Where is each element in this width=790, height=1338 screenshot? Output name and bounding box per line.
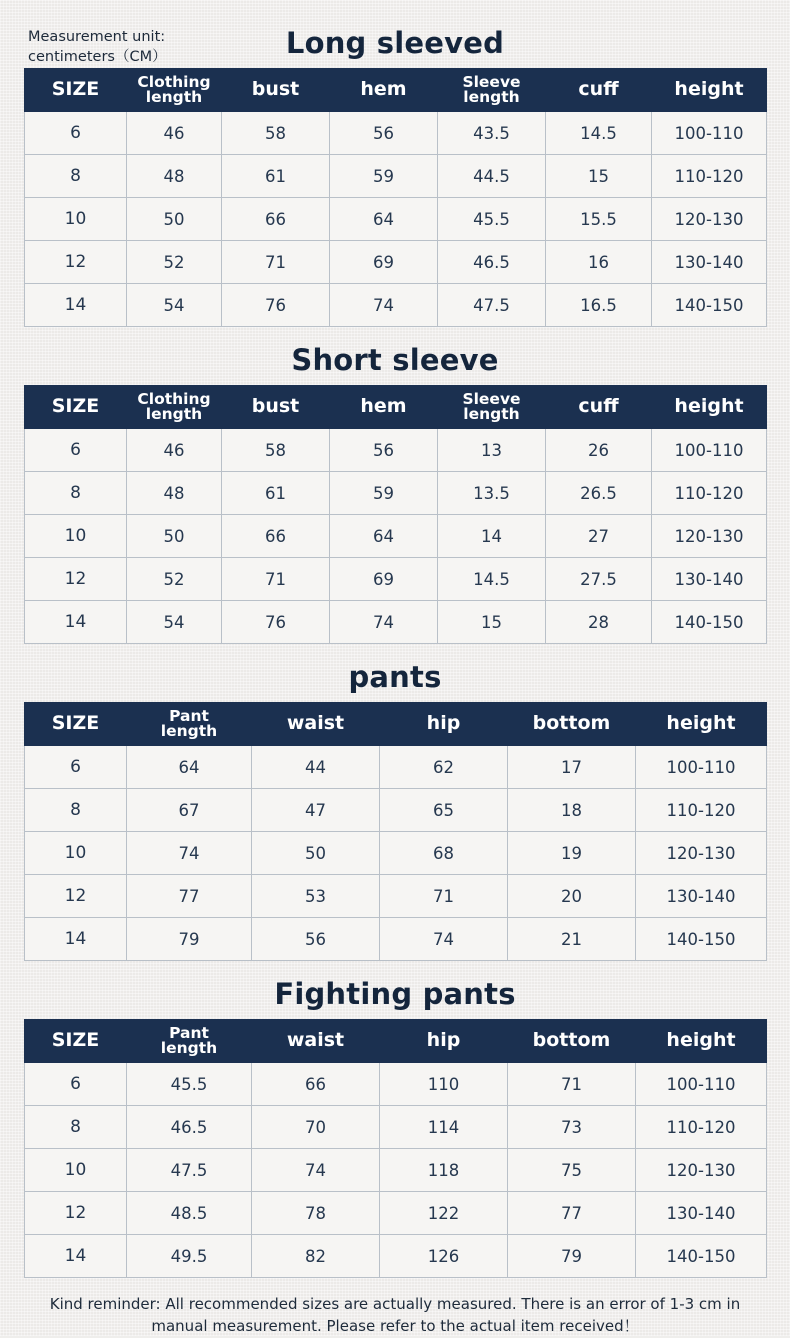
cell-sleeve-length: 46.5: [438, 241, 546, 284]
measurement-unit-note: Measurement unit: centimeters（CM）: [28, 29, 167, 65]
cell-height: 120-130: [652, 198, 767, 241]
cell-hem: 74: [330, 284, 438, 327]
cell-hem: 59: [330, 155, 438, 198]
table-header-row: [25, 703, 767, 746]
col-header-cuff: cuff: [546, 386, 652, 429]
cell-hem: 56: [330, 429, 438, 472]
cell-cuff: 16.5: [546, 284, 652, 327]
cell-pant-length: 45.5: [127, 1063, 252, 1106]
cell-size: 8: [25, 155, 127, 198]
table-row: [25, 832, 767, 875]
cell-clothing-length: 46: [127, 429, 222, 472]
cell-bust: 76: [222, 601, 330, 644]
cell-size: 14: [25, 601, 127, 644]
cell-hem: 69: [330, 558, 438, 601]
cell-waist: 50: [252, 832, 380, 875]
table-header-row: [25, 386, 767, 429]
cell-bust: 58: [222, 112, 330, 155]
cell-waist: 70: [252, 1106, 380, 1149]
table-row: [25, 1106, 767, 1149]
col-header-waist: waist: [252, 703, 380, 746]
footer-reminder-note: Kind reminder: All recommended sizes are actually measured. There is an error of 1-3 cm in manual measurement. Please refer to the actual item received！: [49, 1295, 741, 1335]
cell-hip: 65: [380, 789, 508, 832]
cell-bust: 61: [222, 155, 330, 198]
cell-hip: 114: [380, 1106, 508, 1149]
table-row: [25, 1063, 767, 1106]
cell-height: 120-130: [636, 1149, 767, 1192]
cell-waist: 82: [252, 1235, 380, 1278]
cell-hip: 68: [380, 832, 508, 875]
cell-hem: 56: [330, 112, 438, 155]
cell-cuff: 26: [546, 429, 652, 472]
cell-height: 130-140: [636, 1192, 767, 1235]
cell-height: 110-120: [636, 1106, 767, 1149]
cell-cuff: 27.5: [546, 558, 652, 601]
table-row: [25, 241, 767, 284]
size-table-pants: [24, 702, 767, 961]
cell-waist: 53: [252, 875, 380, 918]
section-title-pants: pants: [348, 660, 442, 694]
cell-height: 140-150: [652, 284, 767, 327]
cell-height: 130-140: [652, 558, 767, 601]
cell-pant-length: 64: [127, 746, 252, 789]
cell-size: 14: [25, 918, 127, 961]
cell-clothing-length: 48: [127, 472, 222, 515]
cell-clothing-length: 54: [127, 601, 222, 644]
col-header-bust: bust: [222, 69, 330, 112]
cell-size: 14: [25, 1235, 127, 1278]
cell-bust: 58: [222, 429, 330, 472]
cell-sleeve-length: 14: [438, 515, 546, 558]
cell-hip: 62: [380, 746, 508, 789]
cell-waist: 56: [252, 918, 380, 961]
col-header-size: SIZE: [25, 69, 127, 112]
cell-pant-length: 46.5: [127, 1106, 252, 1149]
col-header-hip: hip: [380, 1020, 508, 1063]
cell-pant-length: 67: [127, 789, 252, 832]
cell-bottom: 20: [508, 875, 636, 918]
cell-height: 110-120: [652, 472, 767, 515]
cell-hem: 64: [330, 515, 438, 558]
cell-size: 10: [25, 515, 127, 558]
cell-bottom: 19: [508, 832, 636, 875]
cell-height: 110-120: [636, 789, 767, 832]
cell-clothing-length: 52: [127, 558, 222, 601]
cell-hem: 74: [330, 601, 438, 644]
table-row: [25, 198, 767, 241]
cell-waist: 47: [252, 789, 380, 832]
size-table-fighting-pants: [24, 1019, 767, 1278]
table-row: [25, 746, 767, 789]
cell-height: 140-150: [636, 918, 767, 961]
table-row: [25, 1235, 767, 1278]
table-row: [25, 1149, 767, 1192]
size-table-short-sleeve: [24, 385, 767, 644]
cell-clothing-length: 52: [127, 241, 222, 284]
table-row: [25, 875, 767, 918]
cell-hip: 126: [380, 1235, 508, 1278]
table-row: [25, 112, 767, 155]
cell-bust: 66: [222, 515, 330, 558]
cell-pant-length: 77: [127, 875, 252, 918]
col-header-hip: hip: [380, 703, 508, 746]
col-header-sleeve-length: Sleeve length: [438, 69, 546, 112]
cell-size: 6: [25, 112, 127, 155]
col-header-bottom: bottom: [508, 703, 636, 746]
cell-height: 100-110: [652, 429, 767, 472]
cell-size: 8: [25, 1106, 127, 1149]
cell-pant-length: 79: [127, 918, 252, 961]
cell-size: 10: [25, 832, 127, 875]
cell-sleeve-length: 45.5: [438, 198, 546, 241]
table-row: [25, 429, 767, 472]
cell-hip: 71: [380, 875, 508, 918]
col-header-sleeve-length: Sleeve length: [438, 386, 546, 429]
cell-cuff: 27: [546, 515, 652, 558]
table-row: [25, 284, 767, 327]
table-row: [25, 155, 767, 198]
cell-height: 130-140: [636, 875, 767, 918]
cell-waist: 44: [252, 746, 380, 789]
cell-cuff: 15.5: [546, 198, 652, 241]
cell-size: 6: [25, 429, 127, 472]
cell-bottom: 71: [508, 1063, 636, 1106]
cell-hip: 74: [380, 918, 508, 961]
cell-size: 12: [25, 241, 127, 284]
cell-clothing-length: 54: [127, 284, 222, 327]
col-header-clothing-length: Clothing length: [127, 69, 222, 112]
cell-size: 10: [25, 198, 127, 241]
table-row: [25, 515, 767, 558]
cell-sleeve-length: 13: [438, 429, 546, 472]
cell-height: 100-110: [652, 112, 767, 155]
cell-height: 130-140: [652, 241, 767, 284]
col-header-height: height: [652, 386, 767, 429]
cell-bottom: 18: [508, 789, 636, 832]
cell-waist: 74: [252, 1149, 380, 1192]
cell-cuff: 14.5: [546, 112, 652, 155]
cell-bottom: 73: [508, 1106, 636, 1149]
col-header-hem: hem: [330, 69, 438, 112]
cell-bust: 61: [222, 472, 330, 515]
cell-size: 6: [25, 1063, 127, 1106]
section-title-short-sleeve: Short sleeve: [291, 343, 499, 377]
cell-bottom: 79: [508, 1235, 636, 1278]
table-row: [25, 789, 767, 832]
cell-height: 120-130: [636, 832, 767, 875]
col-header-pant-length: Pant length: [127, 703, 252, 746]
cell-clothing-length: 48: [127, 155, 222, 198]
cell-size: 10: [25, 1149, 127, 1192]
cell-pant-length: 49.5: [127, 1235, 252, 1278]
col-header-height: height: [652, 69, 767, 112]
cell-hem: 69: [330, 241, 438, 284]
cell-bust: 71: [222, 558, 330, 601]
cell-hem: 59: [330, 472, 438, 515]
col-header-size: SIZE: [25, 386, 127, 429]
cell-pant-length: 48.5: [127, 1192, 252, 1235]
section-title-long-sleeved: Long sleeved: [285, 26, 505, 60]
cell-bust: 66: [222, 198, 330, 241]
cell-clothing-length: 50: [127, 198, 222, 241]
table-row: [25, 918, 767, 961]
col-header-bottom: bottom: [508, 1020, 636, 1063]
cell-cuff: 16: [546, 241, 652, 284]
cell-hem: 64: [330, 198, 438, 241]
table-row: [25, 472, 767, 515]
cell-size: 14: [25, 284, 127, 327]
cell-bottom: 17: [508, 746, 636, 789]
col-header-height: height: [636, 703, 767, 746]
col-header-size: SIZE: [25, 1020, 127, 1063]
col-header-hem: hem: [330, 386, 438, 429]
cell-size: 12: [25, 875, 127, 918]
cell-size: 8: [25, 472, 127, 515]
col-header-waist: waist: [252, 1020, 380, 1063]
cell-sleeve-length: 13.5: [438, 472, 546, 515]
table-header-row: [25, 69, 767, 112]
cell-height: 140-150: [636, 1235, 767, 1278]
cell-pant-length: 74: [127, 832, 252, 875]
col-header-height: height: [636, 1020, 767, 1063]
cell-hip: 110: [380, 1063, 508, 1106]
cell-pant-length: 47.5: [127, 1149, 252, 1192]
section-title-fighting-pants: Fighting pants: [274, 977, 516, 1011]
cell-sleeve-length: 15: [438, 601, 546, 644]
cell-waist: 78: [252, 1192, 380, 1235]
cell-cuff: 26.5: [546, 472, 652, 515]
col-header-cuff: cuff: [546, 69, 652, 112]
cell-bottom: 77: [508, 1192, 636, 1235]
cell-bottom: 75: [508, 1149, 636, 1192]
cell-size: 12: [25, 1192, 127, 1235]
cell-cuff: 28: [546, 601, 652, 644]
col-header-bust: bust: [222, 386, 330, 429]
cell-height: 110-120: [652, 155, 767, 198]
cell-hip: 122: [380, 1192, 508, 1235]
cell-sleeve-length: 14.5: [438, 558, 546, 601]
col-header-clothing-length: Clothing length: [127, 386, 222, 429]
size-table-long-sleeved: [24, 68, 767, 327]
table-header-row: [25, 1020, 767, 1063]
cell-height: 100-110: [636, 746, 767, 789]
table-row: [25, 1192, 767, 1235]
cell-clothing-length: 50: [127, 515, 222, 558]
table-row: [25, 601, 767, 644]
cell-height: 140-150: [652, 601, 767, 644]
cell-sleeve-length: 47.5: [438, 284, 546, 327]
cell-hip: 118: [380, 1149, 508, 1192]
col-header-size: SIZE: [25, 703, 127, 746]
cell-cuff: 15: [546, 155, 652, 198]
cell-bottom: 21: [508, 918, 636, 961]
cell-bust: 71: [222, 241, 330, 284]
cell-waist: 66: [252, 1063, 380, 1106]
cell-size: 12: [25, 558, 127, 601]
cell-bust: 76: [222, 284, 330, 327]
cell-sleeve-length: 44.5: [438, 155, 546, 198]
cell-height: 120-130: [652, 515, 767, 558]
cell-size: 6: [25, 746, 127, 789]
cell-size: 8: [25, 789, 127, 832]
cell-height: 100-110: [636, 1063, 767, 1106]
col-header-pant-length: Pant length: [127, 1020, 252, 1063]
cell-sleeve-length: 43.5: [438, 112, 546, 155]
table-row: [25, 558, 767, 601]
cell-clothing-length: 46: [127, 112, 222, 155]
